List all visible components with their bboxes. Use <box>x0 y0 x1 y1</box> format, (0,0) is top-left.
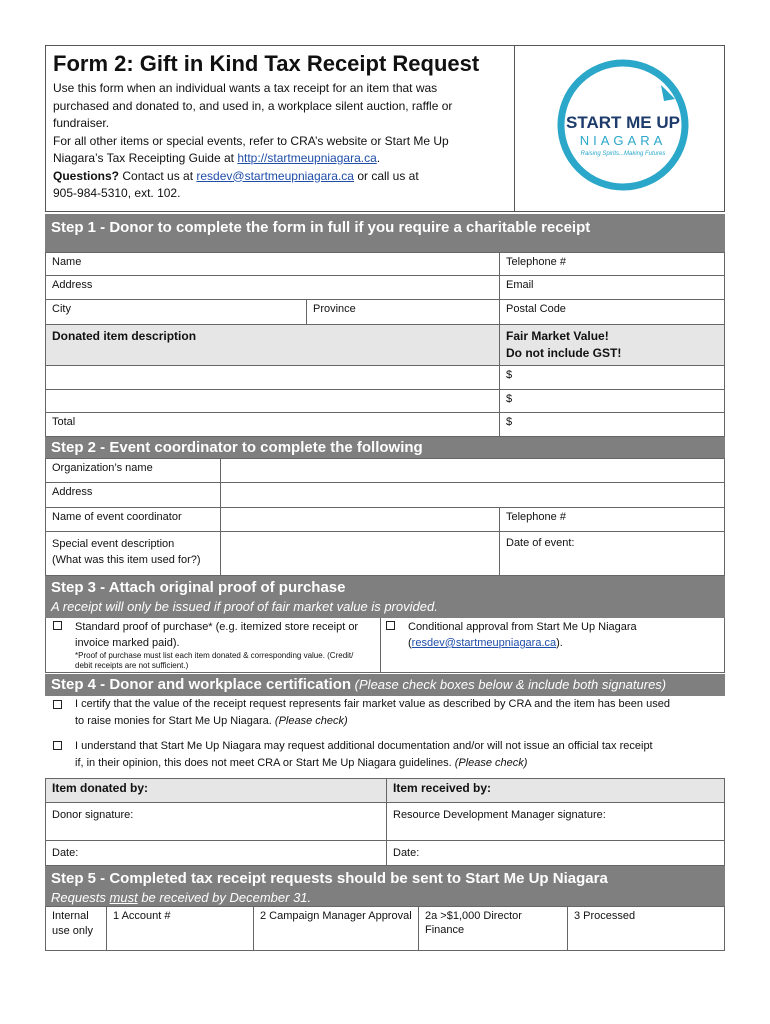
address-field[interactable] <box>45 275 500 300</box>
email-link[interactable]: resdev@startmeupniagara.ca <box>196 168 354 183</box>
logo-line2: NIAGARA <box>579 133 667 148</box>
internal-use-label-cell <box>45 906 107 951</box>
rdm-date-label: Date: <box>393 847 420 859</box>
phone-number: 905-984-5310, ext. 102. <box>53 186 181 200</box>
item-donated-by-header <box>45 778 387 803</box>
step3-divider <box>380 618 381 673</box>
special-event-field[interactable] <box>220 531 500 576</box>
total-field[interactable] <box>499 412 725 437</box>
org-address-label: Address <box>52 486 93 498</box>
item-desc-label: Donated item description <box>52 329 197 343</box>
director-finance-label: 2a >$1,000 Director Finance <box>425 910 522 936</box>
campaign-approval-label: 2 Campaign Manager Approval <box>260 910 412 922</box>
logo-line1: START ME UP <box>566 113 680 132</box>
item-donated-by-label: Item donated by: <box>52 781 149 795</box>
internal-use-label: Internal <box>52 910 89 922</box>
conditional-email-link[interactable]: resdev@startmeupniagara.ca <box>411 637 557 649</box>
director-finance-field[interactable] <box>418 906 568 951</box>
standard-proof-text: invoice marked paid). <box>75 637 180 649</box>
intro-line <box>53 150 508 168</box>
item-received-by-label: Item received by: <box>393 781 492 795</box>
fmv-row-1[interactable] <box>499 365 725 390</box>
email-label: Email <box>506 279 534 291</box>
step5-sub-text: be received by December 31. <box>137 890 312 905</box>
step5-subtitle <box>51 889 719 906</box>
intro-text-span: Niagara’s Tax Receipting Guide at <box>53 151 238 165</box>
coordinator-telephone-label: Telephone # <box>506 511 566 523</box>
understand-text-span: if, in their opinion, this does not meet CRA or Start Me Up Niagara guidelines. <box>75 757 455 769</box>
event-date-field[interactable] <box>499 531 725 576</box>
org-address-field[interactable] <box>220 482 725 508</box>
step4-header <box>45 674 725 696</box>
city-field[interactable] <box>45 299 307 325</box>
org-label-cell <box>45 458 221 483</box>
intro-line: Use this form when an individual wants a tax receipt for an item that was <box>53 81 438 95</box>
step3-title: Step 3 - Attach original proof of purchase <box>51 579 346 596</box>
step3-header <box>45 576 725 618</box>
step3-subtitle: A receipt will only be issued if proof of fair market value is provided. <box>51 599 438 614</box>
website-link[interactable]: http://startmeupniagara.ca <box>237 151 377 165</box>
conditional-approval-text: Conditional approval from Start Me Up Niagara <box>408 621 637 633</box>
conditional-approval-email-line <box>408 635 723 651</box>
email-field[interactable] <box>499 275 725 300</box>
proof-note-line: debit receipts are not sufficient.) <box>75 661 189 670</box>
certify-line: I certify that the value of the receipt request represents fair market value as described by CRA and the item has been used <box>75 698 670 710</box>
org-label: Organization’s name <box>52 462 153 474</box>
certify-note: (Please check) <box>274 715 348 727</box>
standard-proof-checkbox[interactable] <box>53 621 62 630</box>
province-label: Province <box>313 303 356 315</box>
standard-proof-text: Standard proof of purchase* (e.g. itemized store receipt or <box>75 621 359 633</box>
certify-line <box>75 713 725 730</box>
fmv-row-2[interactable] <box>499 389 725 413</box>
donor-signature-label: Donor signature: <box>52 809 134 821</box>
paren-open: ( <box>408 637 412 649</box>
city-label: City <box>52 303 71 315</box>
step5-title: Step 5 - Completed tax receipt requests should be sent to Start Me Up Niagara <box>51 870 608 887</box>
conditional-approval-label <box>408 619 723 651</box>
certify-text: to raise monies for Start Me Up Niagara. <box>75 715 275 727</box>
intro-line: fundraiser. <box>53 116 110 130</box>
processed-field[interactable] <box>567 906 725 951</box>
logo-tagline: Raising Spirits...Making Futures <box>580 151 666 157</box>
special-event-hint: (What was this item used for?) <box>52 554 201 566</box>
processed-label: 3 Processed <box>574 910 636 922</box>
step4-title-note: (Please check boxes below & include both signatures) <box>351 677 667 692</box>
questions-label: Questions? <box>53 168 120 183</box>
intro-text-span: . <box>376 151 381 165</box>
proof-note-line: *Proof of purchase must list each item donated & corresponding value. (Credit/ <box>75 651 354 660</box>
dollar-sign: $ <box>506 416 513 428</box>
donor-signature-field[interactable] <box>45 802 387 841</box>
org-field[interactable] <box>220 458 725 483</box>
account-number-field[interactable] <box>106 906 254 951</box>
item-received-by-header <box>386 778 725 803</box>
internal-use-label: use only <box>52 925 93 937</box>
account-number-label: 1 Account # <box>113 910 171 922</box>
fmv-header <box>499 324 725 366</box>
item-desc-header <box>45 324 500 366</box>
fmv-label: Fair Market Value! <box>506 329 609 343</box>
understand-note: (Please check) <box>454 757 528 769</box>
special-event-label-cell <box>45 531 221 576</box>
dollar-sign: $ <box>506 393 513 405</box>
questions-text: or call us at <box>353 168 419 183</box>
name-field[interactable] <box>45 252 500 276</box>
intro-text <box>53 80 508 203</box>
telephone-label: Telephone # <box>506 256 566 268</box>
donor-date-label: Date: <box>52 847 79 859</box>
logo <box>553 55 693 195</box>
telephone-field[interactable] <box>499 252 725 276</box>
postal-field[interactable] <box>499 299 725 325</box>
proof-note <box>75 651 380 671</box>
address-label: Address <box>52 279 93 291</box>
province-field[interactable] <box>306 299 500 325</box>
understand-text <box>75 738 725 772</box>
questions-line <box>53 168 508 186</box>
fmv-note: Do not include GST! <box>506 346 622 360</box>
understand-line <box>75 755 725 772</box>
item-desc-row-2[interactable] <box>45 389 500 413</box>
certify-value-text <box>75 696 725 730</box>
rdm-date-field[interactable] <box>386 840 725 866</box>
conditional-approval-checkbox[interactable] <box>386 621 395 630</box>
step5-sub-must: must <box>109 890 138 905</box>
understand-line: I understand that Start Me Up Niagara may request additional documentation and/or will not issue an official tax receipt <box>75 740 653 752</box>
step4-title: Step 4 - Donor and workplace certification <box>51 676 352 693</box>
intro-line: purchased and donated to, and used in, a workplace silent auction, raffle or <box>53 98 453 113</box>
campaign-approval-field[interactable] <box>253 906 419 951</box>
coordinator-telephone-field[interactable] <box>499 507 725 532</box>
org-address-label-cell <box>45 482 221 508</box>
understand-checkbox[interactable] <box>53 741 62 750</box>
item-desc-row-1[interactable] <box>45 365 500 390</box>
certify-value-checkbox[interactable] <box>53 700 62 709</box>
standard-proof-label <box>75 619 380 651</box>
header-divider <box>514 45 515 212</box>
intro-line: For all other items or special events, refer to CRA’s website or Start Me Up <box>53 133 449 148</box>
step5-header <box>45 866 725 907</box>
form-title: Form 2: Gift in Kind Tax Receipt Request <box>53 51 480 76</box>
step2-header: Step 2 - Event coordinator to complete the following <box>45 437 725 459</box>
donor-date-field[interactable] <box>45 840 387 866</box>
coordinator-label: Name of event coordinator <box>52 511 182 523</box>
rdm-signature-field[interactable] <box>386 802 725 841</box>
step5-sub-text: Requests <box>51 890 110 905</box>
coordinator-label-cell <box>45 507 221 532</box>
coordinator-field[interactable] <box>220 507 500 532</box>
paren-close: ). <box>556 637 563 649</box>
postal-label: Postal Code <box>506 303 566 315</box>
total-label-cell <box>45 412 500 437</box>
step1-header: Step 1 - Donor to complete the form in full if you require a charitable receipt <box>45 214 725 252</box>
total-label: Total <box>52 416 76 428</box>
questions-text: Contact us at <box>119 168 197 183</box>
special-event-label: Special event description <box>52 538 175 550</box>
dollar-sign: $ <box>506 369 513 381</box>
event-date-label: Date of event: <box>506 537 575 549</box>
rdm-signature-label: Resource Development Manager signature: <box>393 809 606 821</box>
name-label: Name <box>52 256 82 268</box>
